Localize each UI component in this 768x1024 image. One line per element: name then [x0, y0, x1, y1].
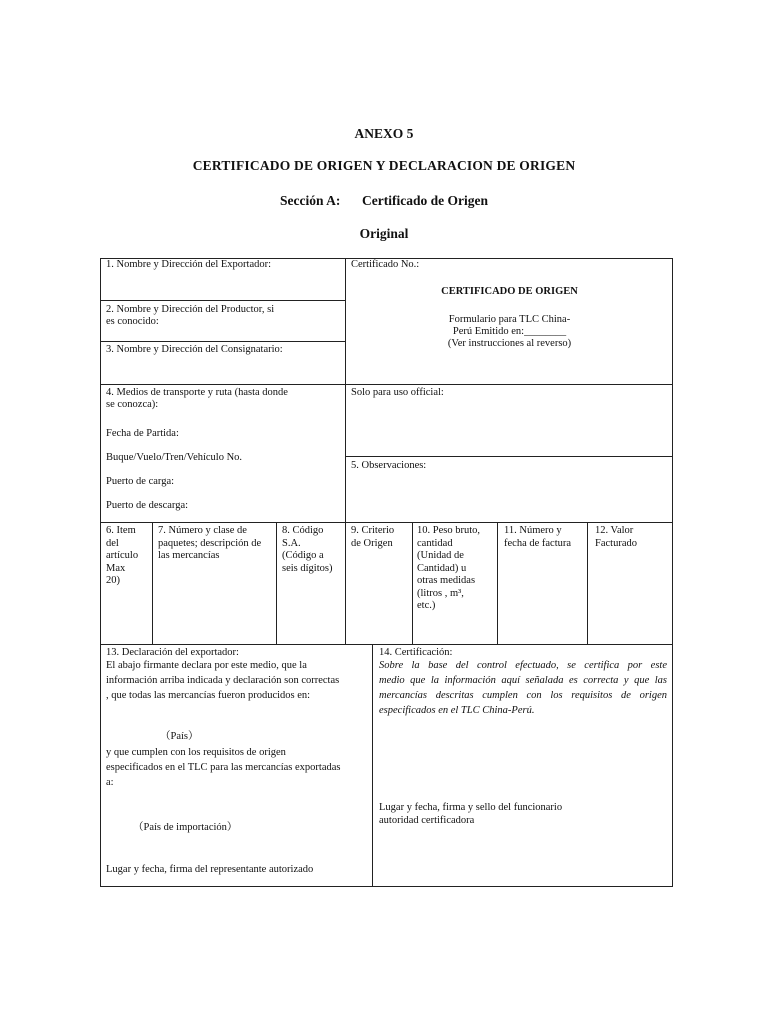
import-country-placeholder: （País de importación） [133, 822, 238, 833]
exporter-signature-label: Lugar y fecha, firma del representante autorizado [106, 864, 314, 875]
declaration-text: especificados en el TLC para las mercancías exportadas [106, 762, 341, 773]
certificate-heading: CERTIFICADO DE ORIGEN [441, 286, 578, 297]
divider [412, 522, 413, 644]
divider [100, 384, 673, 385]
divider [100, 644, 673, 645]
form-instructions: (Ver instrucciones al reverso) [447, 338, 572, 349]
divider [345, 522, 346, 644]
annex-title: ANEXO 5 [354, 126, 414, 141]
divider [100, 341, 345, 342]
document-title: CERTIFICADO DE ORIGEN Y DECLARACION DE ORIGEN [192, 158, 576, 173]
column-hs-code: 8. Código S.A. (Código a seis dígitos) [282, 525, 333, 574]
official-use-label: Solo para uso official: [351, 387, 444, 398]
loading-port-label: Puerto de carga: [106, 476, 175, 487]
certification-heading: 14. Certificación: [379, 647, 453, 658]
column-item: 6. Item del artículo Max 20) [106, 525, 139, 586]
divider [372, 644, 373, 887]
section-label: Sección A: [280, 193, 341, 208]
section-heading [0, 193, 768, 209]
declaration-text: El abajo firmante declara por este medio, que la [106, 660, 307, 671]
divider [152, 522, 153, 644]
transport-label-cont: se conozca): [106, 399, 159, 410]
certification-text: especificados en el TLC China-Perú. [379, 705, 535, 716]
declaration-text: información arriba indicada y declaración son correctas [106, 675, 340, 686]
producer-label: 2. Nombre y Dirección del Productor, si [106, 304, 275, 315]
divider [276, 522, 277, 644]
departure-date-label: Fecha de Partida: [106, 428, 179, 439]
declaration-text: y que cumplen con los requisitos de origen [106, 747, 286, 758]
form-issued-in: Perú Emitido en:________ [452, 326, 567, 337]
divider [587, 522, 588, 644]
certificate-number-label: Certificado No.: [351, 259, 420, 270]
certification-text: medio que la información aquí señalada es correcta y que las [379, 675, 667, 686]
declaration-text: , que todas las mercancías fueron producidos en: [106, 690, 311, 701]
discharge-port-label: Puerto de descarga: [106, 500, 189, 511]
consignee-label: 3. Nombre y Dirección del Consignatario: [106, 344, 283, 355]
column-invoiced-value: 12. Valor Facturado [595, 525, 637, 549]
certification-text: Sobre la base del control efectuado, se certifica por este [379, 660, 667, 671]
declaration-heading: 13. Declaración del exportador: [106, 647, 239, 658]
column-packages-description: 7. Número y clase de paquetes; descripción de las mercancías [158, 525, 262, 561]
transport-label: 4. Medios de transporte y ruta (hasta donde [106, 387, 288, 398]
divider [345, 456, 673, 457]
column-gross-weight: 10. Peso bruto, cantidad (Unidad de Cantidad) u otras medidas (litros , m³, etc.) [417, 525, 480, 611]
declaration-text: a: [106, 777, 114, 788]
certification-text: mercancías descritas cumplen con los requisitos de origen [379, 690, 667, 701]
producer-label-cont: es conocido: [106, 316, 159, 327]
official-signature-label: Lugar y fecha, firma y sello del funcionario [379, 802, 563, 813]
vessel-label: Buque/Vuelo/Tren/Vehículo No. [106, 452, 243, 463]
form-description: Formulario para TLC China- [448, 314, 571, 325]
column-origin-criterion: 9. Criterio de Origen [351, 525, 395, 549]
remarks-label: 5. Observaciones: [351, 460, 427, 471]
column-invoice: 11. Número y fecha de factura [504, 525, 572, 549]
official-signature-label-cont: autoridad certificadora [379, 815, 475, 826]
original-label: Original [359, 226, 409, 241]
exporter-label: 1. Nombre y Dirección del Exportador: [106, 259, 272, 270]
country-placeholder: （País） [160, 731, 199, 742]
section-title: Certificado de Origen [362, 193, 488, 208]
divider [497, 522, 498, 644]
divider [100, 300, 345, 301]
